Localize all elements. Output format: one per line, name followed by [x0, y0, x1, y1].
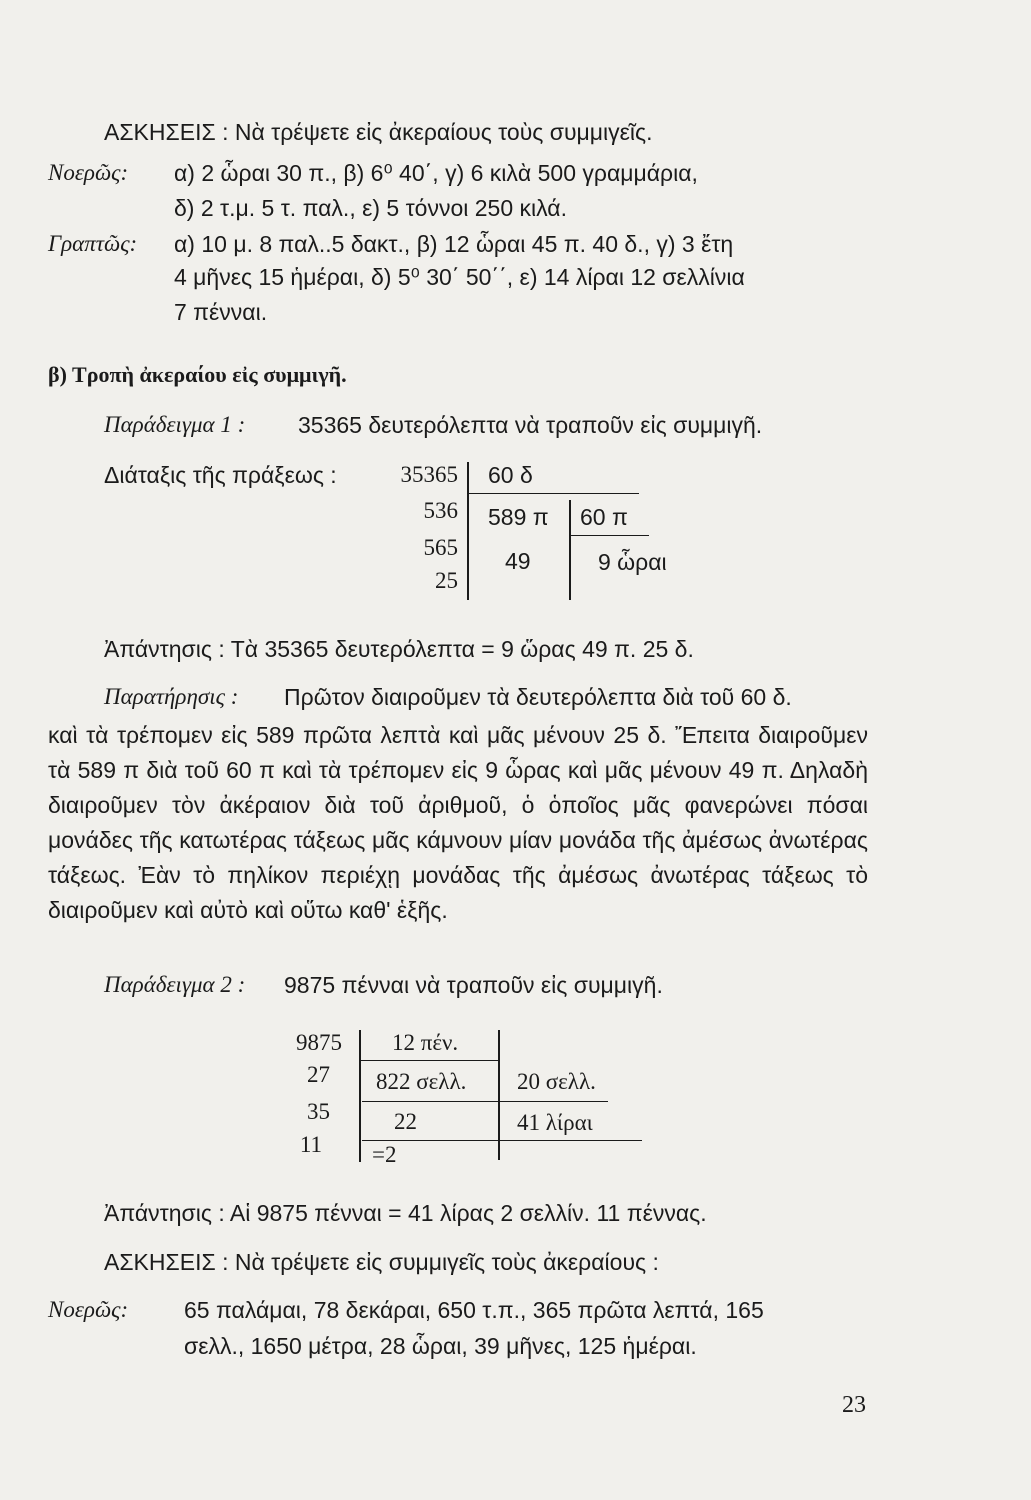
div1-vline-1 — [467, 462, 469, 600]
oral-line-1: α) 2 ὧραι 30 π., β) 6⁰ 40΄, γ) 6 κιλὰ 500 γραμμάρια, — [174, 160, 698, 186]
layout-label: Διάταξις τῆς πράξεως : — [104, 462, 337, 488]
div1-quotient-2: 9 ὧραι — [598, 549, 667, 575]
page-number: 23 — [842, 1392, 866, 1418]
example-2-label: Παράδειγμα 2 : — [104, 972, 246, 997]
exercises-heading: ΑΣΚΗΣΕΙΣ : Νὰ τρέψετε εἰς ἀκεραίους τοὺς συμμιγεῖς. — [104, 119, 653, 145]
div1-remainder-2: 49 — [505, 548, 531, 574]
div2-quotient-2: 41 λίραι — [517, 1110, 593, 1135]
written-line-2: 4 μῆνες 15 ἡμέραι, δ) 5⁰ 30΄ 50΄΄, ε) 14 λίραι 12 σελλίνια — [174, 264, 745, 290]
div1-num-1: 35365 — [400, 462, 458, 487]
div1-divisor-1: 60 δ — [488, 462, 533, 488]
div2-hline-3 — [362, 1140, 642, 1141]
div2-num-1: 9875 — [296, 1030, 342, 1055]
example-2-text: 9875 πένναι νὰ τραποῦν εἰς συμμιγῆ. — [284, 972, 663, 998]
div2-num-4: 11 — [299, 1132, 322, 1157]
div2-divisor-1: 12 πέν. — [392, 1030, 459, 1055]
div1-divisor-2: 60 π — [580, 504, 628, 530]
written-line-1: α) 10 μ. 8 παλ..5 δακτ., β) 12 ὧραι 45 π. 40 δ., γ) 3 ἔτη — [174, 231, 734, 257]
remark-body: καὶ τὰ τρέπομεν εἰς 589 πρῶτα λεπτὰ καὶ μᾶς μένουν 25 δ. Ἔπειτα διαιροῦμεν τὰ 589 π διὰ τοῦ 60 π καὶ τὰ τρέπομεν εἰς 9 ὧρας καὶ μᾶς μένουν 49 π. Δηλαδὴ διαιροῦμεν τὸν ἀκέραιον διὰ τοῦ ἀριθμοῦ, ὁ ὁποῖος μᾶς φανερώνει πόσαι μονάδες τῆς κατωτέρας τάξεως μᾶς κάμνουν μίαν μονάδα τῆς ἀμέσως ἀνωτέρας τάξεως. Ἐὰν τὸ πηλίκον περιέχῃ μονάδας τῆς ἀμέσως ἀνωτέρας τάξεως τὸ διαιροῦμεν καὶ αὐτὸ καὶ οὕτω καθ' ἑξῆς. — [48, 722, 868, 923]
exercises-2-oral-label: Νοερῶς: — [48, 1297, 129, 1322]
example-1-label: Παράδειγμα 1 : — [104, 412, 246, 437]
div2-remainder-3: =2 — [372, 1142, 397, 1167]
example-2-answer: Ἀπάντησις : Αἱ 9875 πένναι = 41 λίρας 2 σελλίν. 11 πέννας. — [104, 1200, 707, 1226]
div2-hline-1 — [359, 1060, 499, 1061]
oral-line-2: δ) 2 τ.μ. 5 τ. παλ., ε) 5 τόννοι 250 κιλά. — [174, 195, 567, 221]
remark-line-1: Πρῶτον διαιροῦμεν τὰ δευτερόλεπτα διὰ τοῦ 60 δ. — [284, 684, 792, 710]
div1-vline-2 — [569, 500, 571, 600]
exercises-2-line-1: 65 παλάμαι, 78 δεκάραι, 650 τ.π., 365 πρῶτα λεπτά, 165 — [184, 1297, 764, 1323]
div1-quotient-1: 589 π — [488, 504, 549, 530]
example-1-answer: Ἀπάντησις : Τὰ 35365 δευτερόλεπτα = 9 ὥρας 49 π. 25 δ. — [104, 636, 694, 662]
exercises-2-heading: ΑΣΚΗΣΕΙΣ : Νὰ τρέψετε εἰς συμμιγεῖς τοὺς ἀκεραίους : — [104, 1249, 659, 1275]
div1-num-4: 25 — [435, 568, 458, 593]
section-title: β) Τροπὴ ἀκεραίου εἰς συμμιγῆ. — [48, 362, 347, 387]
remark-label: Παρατήρησις : — [104, 684, 239, 709]
div2-vline-1 — [359, 1030, 361, 1162]
div2-remainder-2: 22 — [394, 1109, 417, 1134]
exercises-2-line-2: σελλ., 1650 μέτρα, 28 ὧραι, 39 μῆνες, 125 ἡμέραι. — [184, 1333, 697, 1359]
div2-num-2: 27 — [307, 1062, 330, 1087]
div1-num-3: 565 — [423, 535, 458, 560]
div2-quotient-1: 822 σελλ. — [376, 1069, 467, 1094]
div2-hline-mid — [362, 1101, 502, 1102]
div2-num-3: 35 — [307, 1099, 330, 1124]
oral-label: Νοερῶς: — [48, 160, 129, 185]
div1-num-2: 536 — [423, 498, 458, 523]
example-1-text: 35365 δευτερόλεπτα νὰ τραποῦν εἰς συμμιγῆ. — [298, 412, 763, 438]
written-label: Γραπτῶς: — [48, 231, 138, 256]
written-line-3: 7 πένναι. — [174, 299, 268, 325]
div1-hline-2 — [569, 535, 649, 536]
div2-divisor-2: 20 σελλ. — [517, 1069, 596, 1094]
div1-hline-1 — [467, 493, 639, 494]
div2-hline-2 — [498, 1101, 608, 1102]
